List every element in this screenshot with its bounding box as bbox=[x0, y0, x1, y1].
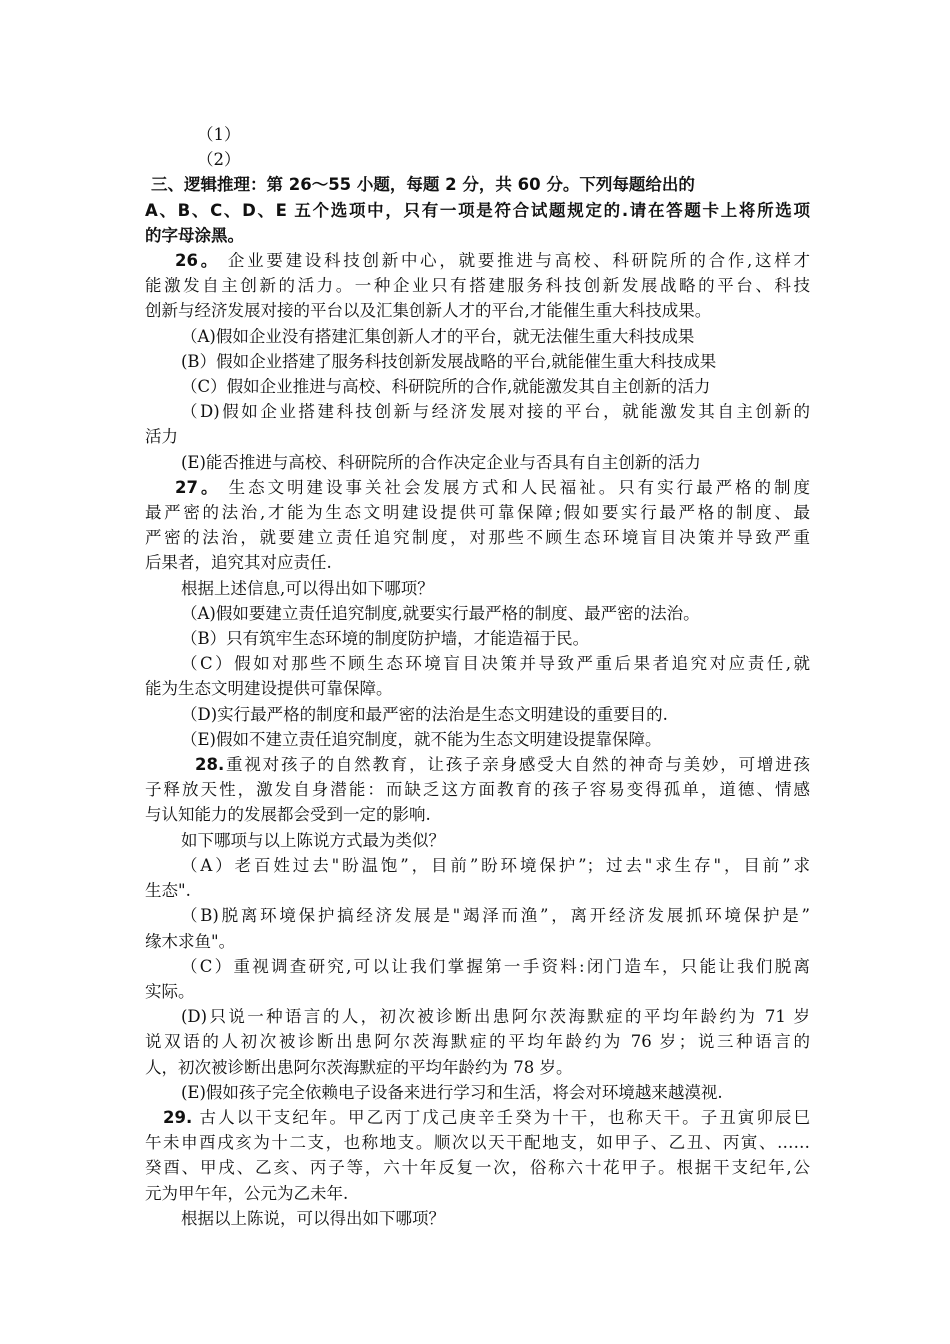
q27-stem-line-2: 最严密的法治,才能为生态文明建设提供可靠保障;假如要实行最严格的制度、最 bbox=[145, 503, 810, 523]
q28-option-e: (E)假如孩子完全依赖电子设备来进行学习和生活，将会对环境越来越漠视. bbox=[181, 1082, 723, 1102]
q27-option-a: （A)假如要建立责任追究制度,就要实行最严格的制度、最严密的法治。 bbox=[181, 603, 700, 623]
q26-option-c: （C）假如企业推进与高校、科研院所的合作,就能激发其自主创新的活力 bbox=[181, 377, 711, 397]
q26-option-d-line-1: （D)假如企业搭建科技创新与经济发展对接的平台，就能激发其自主创新的 bbox=[181, 402, 810, 422]
q27-stem-line-3: 严密的法治，就要建立责任追究制度，对那些不顾生态环境盲目决策并导致严重 bbox=[145, 528, 810, 548]
q29-stem-line-1 bbox=[145, 1105, 810, 1130]
q27-option-e: （E)假如不建立责任追究制度，就不能为生态文明建设提靠保障。 bbox=[181, 729, 662, 749]
q27-stem-line-4: 后果者，追究其对应责任. bbox=[145, 553, 332, 573]
q29-stem-line-3: 癸酉、甲戌、乙亥、丙子等，六十年反复一次，俗称六十花甲子。根据干支纪年,公 bbox=[145, 1158, 810, 1178]
list-item-1: （1） bbox=[197, 125, 241, 144]
q29-number: 29. bbox=[163, 1107, 193, 1127]
q28-option-d-line-2: 说双语的人初次被诊断出患阿尔茨海默症的平均年龄约为 76 岁；说三种语言的 bbox=[145, 1032, 810, 1052]
q26-stem-line-1 bbox=[145, 248, 810, 273]
q28-option-b-line-1: （B)脱离环境保护搞经济发展是"竭泽而渔”，离开经济发展抓环境保护是” bbox=[181, 906, 810, 926]
q27-stem-text-1: 生态文明建设事关社会发展方式和人民福祉。只有实行最严格的制度 bbox=[220, 477, 810, 497]
q28-option-a-line-2: 生态". bbox=[145, 881, 191, 901]
q27-number: 27。 bbox=[175, 477, 221, 497]
q27-stem-line-1 bbox=[145, 475, 810, 500]
q28-stem-line-2: 子释放天性，激发自身潜能：而缺乏这方面教育的孩子容易变得孤单，道德、情感 bbox=[145, 780, 810, 800]
q28-option-c-line-2: 实际。 bbox=[145, 981, 195, 1001]
q26-option-b: (B）假如企业搭建了服务科技创新发展战略的平台,就能催生重大科技成果 bbox=[181, 351, 717, 371]
q28-stem-line-1 bbox=[145, 752, 810, 777]
q28-option-b-line-2: 缘木求鱼"。 bbox=[145, 931, 236, 951]
q28-option-d-line-1: (D)只说一种语言的人，初次被诊断出患阿尔茨海默症的平均年龄约为 71 岁 bbox=[181, 1007, 810, 1027]
q29-question: 根据以上陈说，可以得出如下哪项？ bbox=[181, 1208, 445, 1228]
q29-stem-line-4: 元为甲午年，公元为乙未年. bbox=[145, 1183, 349, 1203]
q26-option-a: （A)假如企业没有搭建汇集创新人才的平台，就无法催生重大科技成果 bbox=[181, 326, 695, 346]
q27-option-b: （B）只有筑牢生态环境的制度防护墙，才能造福于民。 bbox=[181, 629, 590, 649]
q27-option-c-line-2: 能为生态文明建设提供可靠保障。 bbox=[145, 679, 393, 699]
q28-number: 28. bbox=[195, 755, 225, 775]
q28-question: 如下哪项与以上陈说方式最为类似？ bbox=[181, 830, 445, 850]
q27-option-d: （D)实行最严格的制度和最严密的法治是生态文明建设的重要目的. bbox=[181, 704, 668, 724]
q26-option-d-line-2: 活力 bbox=[145, 427, 178, 447]
q28-option-d-line-3: 人，初次被诊断出患阿尔茨海默症的平均年龄约为 78 岁。 bbox=[145, 1057, 573, 1077]
section-heading-line-1: 三、逻辑推理：第 26～55 小题，每题 2 分，共 60 分。下列每题给出的 bbox=[151, 175, 695, 195]
q29-stem-text-1: 古人以干支纪年。甲乙丙丁戊己庚辛壬癸为十干，也称天干。子丑寅卯辰巳 bbox=[192, 1107, 810, 1127]
q28-option-a-line-1: （A）老百姓过去"盼温饱”，目前”盼环境保护”；过去"求生存"，目前”求 bbox=[181, 855, 810, 875]
q26-stem-text-1: 企业要建设科技创新中心，就要推进与高校、科研院所的合作,这样才 bbox=[219, 251, 810, 271]
section-heading-line-2: A、B、C、D、E 五个选项中，只有一项是符合试题规定的.请在答题卡上将所选项 bbox=[145, 200, 810, 220]
q29-stem-line-2: 午未申酉戌亥为十二支，也称地支。顺次以天干配地支，如甲子、乙丑、丙寅、…… bbox=[145, 1133, 810, 1153]
q26-option-e: (E)能否推进与高校、科研院所的合作决定企业与否具有自主创新的活力 bbox=[181, 452, 701, 472]
q27-option-c-line-1: （C）假如对那些不顾生态环境盲目决策并导致严重后果者追究对应责任,就 bbox=[181, 654, 810, 674]
list-item-2: （2） bbox=[197, 150, 241, 170]
section-heading-line-3: 的字母涂黑。 bbox=[145, 225, 244, 245]
q26-number: 26。 bbox=[175, 251, 220, 271]
q28-stem-text-1: 重视对孩子的自然教育，让孩子亲身感受大自然的神奇与美妙，可增进孩 bbox=[224, 755, 810, 775]
q26-stem-line-2: 能激发自主创新的活力。一种企业只有搭建服务科技创新发展战略的平台、科技 bbox=[145, 276, 810, 296]
q26-stem-line-3: 创新与经济发展对接的平台以及汇集创新人才的平台,才能催生重大科技成果。 bbox=[145, 301, 712, 321]
q28-stem-line-3: 与认知能力的发展都会受到一定的影响. bbox=[145, 805, 431, 825]
q28-option-c-line-1: （C）重视调查研究,可以让我们掌握第一手资料:闭门造车，只能让我们脱离 bbox=[181, 956, 810, 976]
q27-question: 根据上述信息,可以得出如下哪项？ bbox=[181, 578, 434, 598]
document-page bbox=[145, 122, 810, 1231]
